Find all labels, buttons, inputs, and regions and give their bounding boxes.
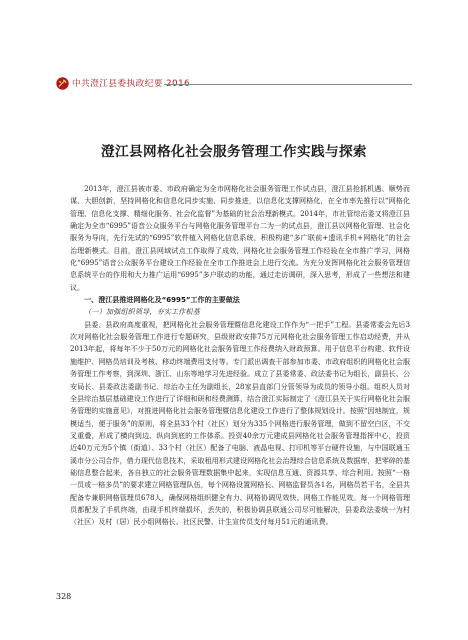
article-body [70,183,410,529]
running-title: 中共澄江县委执政纪要 2016 [72,79,191,89]
party-emblem-icon [56,77,69,90]
section-heading: 一、澄江县推进网格化及“6995”工作的主要做法 [84,295,240,305]
subsection-heading: （一）加强组织领导，夯实工作根基 [84,307,201,317]
article-title: 澄江县网格化社会服务管理工作实践与探索 [101,144,367,160]
intro-paragraph: 2013年，澄江县被市委、市政府确定为全市网格化社会服务管理工作试点县，澄江县抢抓机遇、顺势而谋、大胆创新，坚持网格化和信息化同步实施、同步推进，以信息化支撑网格化，在全市率先推行以“网格化管理、信息化支撑、精细化服务、社会化监督”为基础的社会治理新模式。2014年，市社管综治委又将澄江县确定为全市“6995”语音公众服务平台与网格化服务管理平台二为一的试点县，澄江县以网格化管理、社会化服务为导向，先行先试的“6995”软件植入网格化信息系统，积极构建“多广联前+遗讯手机+网格化”的社会治理新模式。目前，澄江县网域试点工作取得了成效，网格化社会服务管理工作经验在全市推广学习，网格化“6995”语音公众服务平台建设工作经验在全市工作推进会上进行交流。为充分发挥网格化社会服务管理信息系统平台的作用和大力推广运用“6995”多户联动的功能，通过走访调研，深入思考，形成了一些想法和建议。 [70,184,410,292]
body-paragraph: 县委、县政府高度重视，把网格化社会服务管理暨信息化建设工作作为“一把手”工程。县委常委会先后3次对网格化社会服务管理工作进行专题研究，县级财政安排75万元网格化社会服务管理工作启动经费，并从2013年起，将每年不少于50万元的网格化社会服务管理工作经费纳入财政预算。用于信息平台构建、软件设施维护、网格员培训及考核、移动终端费用支付等。专门派出调查干部参加市委、市政府组织的网格化社会服务管理工作考察，到深圳、浙江、山东等地学习先进经验。成立了县委常委、政法委书记为组长，副县长、公安局长、县委政法委副书记、综治办主任为副组长，28家县直部门分管领导为成员的领导小组。组织人员对全县综治基层基础建设工作进行了详细和研和经费测算，结合澄江实际制定了《澄江县关于实行网格化社会服务管理的实施意见》，对推进网格化社会服务管理暨信息化建设工作进行了整体规划设计。按照“因地制宜，规模适当，便于服务”的原则，将全县33个村（社区）划分为335个网格进行服务管理，做到不留空白区，不交叉重叠，形成了横向到边、纵向到底的工作体系。投资40余万元建成县网格化社会服务管理指挥中心，投资近40万元为5个镇（街道）、33个村（社区）配备了电脑、液晶电视、打印机等平台硬件设施，与中国联通玉溪市分公司合作，借力现代信息技术，采取租用形式建设网格化社会治理综合信息系统及数据库，把零碎的基础信息整合起来，各自独立的社会服务管理数据集中起来，实现信息互通、资源共享、综合利用。按照“一格一员或一格多员”的要求建立网格管理队伍，每个网格设置网格长、网格监督员各1名，网格员若干名，全县共配备专兼职网格管理员678人，确保网格组织健全有力、网格协调见效快、网格工作能见效。每一个网格管理员都配发了手机终端，由现手机终端损坏，丢失的，积极协调县联通公司尽可能解决，县委政法委统一为村（社区）及村（居）民小组网格长、社区民警、计生宣传员支付每月51元的通讯费。 [70,319,410,527]
header-rule [164,84,412,85]
running-header [56,76,412,92]
page-number: 328 [56,592,72,601]
